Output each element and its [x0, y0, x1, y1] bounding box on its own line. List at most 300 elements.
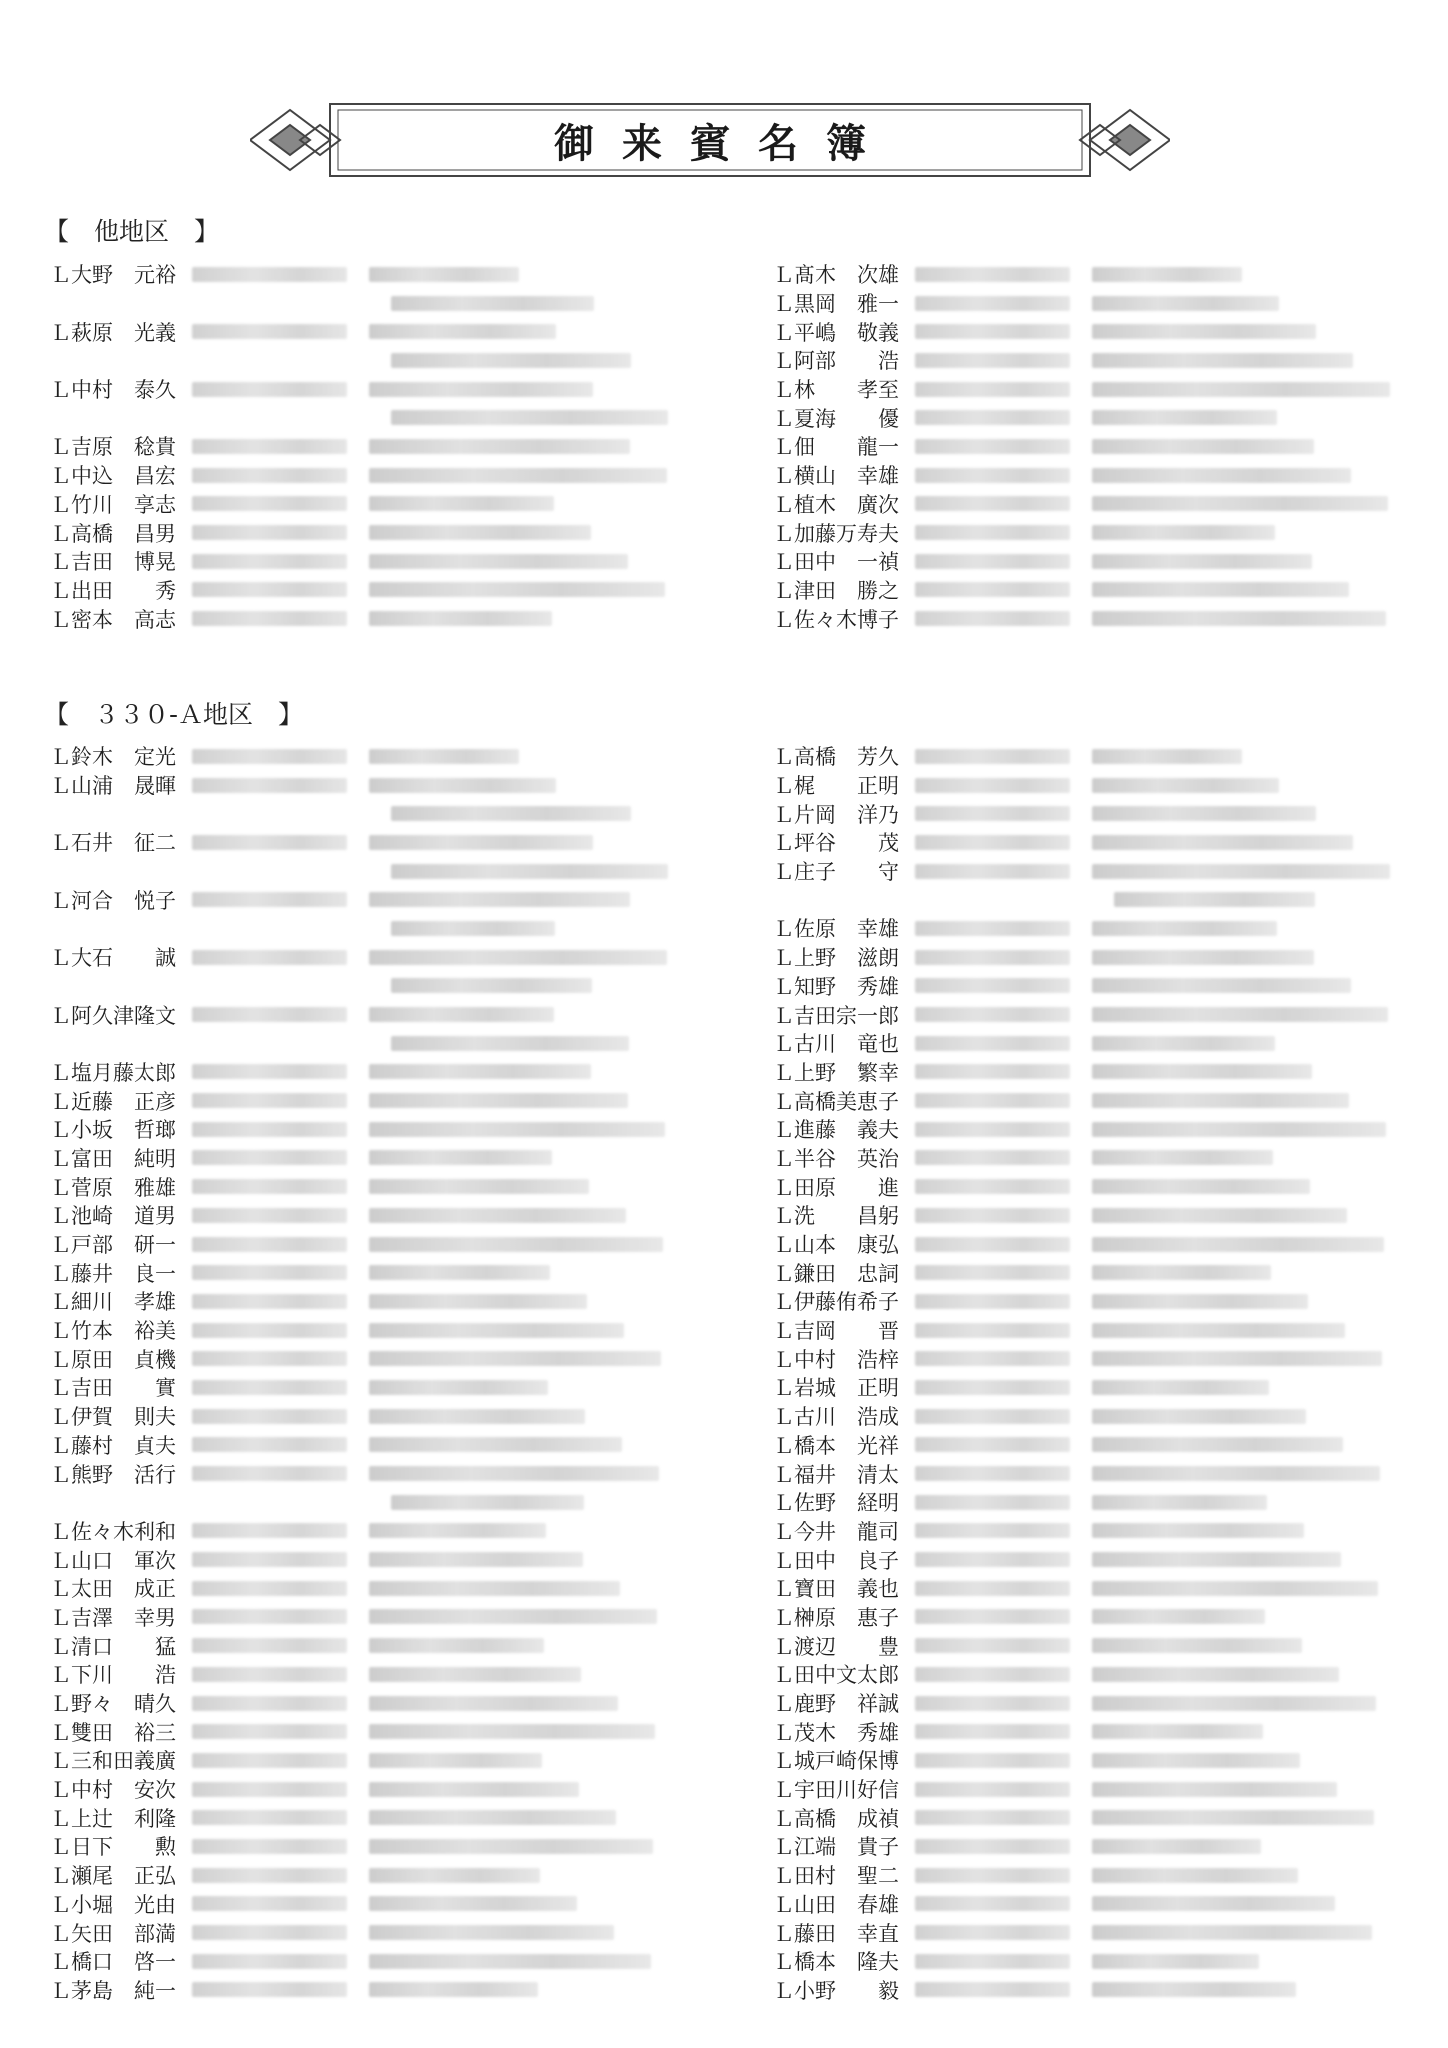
guest-row [773, 1058, 1390, 1087]
guest-name: Ｌ知野 秀雄 [773, 974, 899, 999]
a330-right-list [773, 742, 1390, 2004]
guest-row [773, 914, 1390, 943]
guest-name: Ｌ小堀 光由 [50, 1892, 176, 1917]
guest-row [773, 1459, 1390, 1488]
redacted-club [915, 1868, 1070, 1883]
guest-row [50, 1344, 668, 1373]
redacted-position [369, 439, 630, 454]
guest-row [773, 432, 1390, 461]
guest-row [773, 1258, 1390, 1287]
guest-row [773, 1086, 1390, 1115]
guest-row [773, 1402, 1390, 1431]
redacted-position [369, 835, 593, 850]
redacted-club [915, 1581, 1070, 1596]
redacted-position [369, 1782, 579, 1797]
redacted-position [369, 1265, 550, 1280]
redacted-position [1092, 1208, 1347, 1223]
title-banner [250, 100, 1170, 180]
redacted-club [915, 1810, 1070, 1825]
redacted-club [915, 864, 1070, 879]
guest-entry [773, 432, 1390, 461]
guest-name: Ｌ茅島 純一 [50, 1978, 176, 2003]
guest-name: Ｌ田原 進 [773, 1175, 899, 1200]
redacted-position [369, 611, 552, 626]
redacted-position [391, 1495, 584, 1510]
section-title-330a: 【 ３３０-Ａ地区 】 [44, 700, 304, 729]
guest-entry [50, 260, 668, 317]
guest-name: Ｌ山本 康弘 [773, 1233, 899, 1258]
guest-row [773, 1287, 1390, 1316]
redacted-position [369, 1179, 589, 1194]
guest-name: Ｌ近藤 正彦 [50, 1089, 176, 1114]
guest-entry [773, 742, 1390, 771]
redacted-club [915, 978, 1070, 993]
redacted-position [1092, 1437, 1343, 1452]
guest-row [50, 1431, 668, 1460]
guest-name: Ｌ細川 孝雄 [50, 1290, 176, 1315]
redacted-position [369, 324, 556, 339]
guest-row [773, 1545, 1390, 1574]
guest-name: Ｌ菅原 雅雄 [50, 1175, 176, 1200]
guest-entry [50, 490, 668, 519]
redacted-club [192, 1122, 347, 1137]
guest-row [773, 1631, 1390, 1660]
redacted-club [192, 1351, 347, 1366]
guest-entry [773, 576, 1390, 605]
guest-row [773, 1144, 1390, 1173]
guest-row [773, 1918, 1390, 1947]
redacted-club [192, 1093, 347, 1108]
guest-name: Ｌ吉岡 晋 [773, 1319, 899, 1344]
guest-row [50, 771, 668, 800]
guest-row-continued [369, 403, 668, 432]
redacted-club [915, 1064, 1070, 1079]
guest-name: Ｌ庄子 守 [773, 860, 899, 885]
redacted-position [369, 1409, 585, 1424]
guest-name: Ｌ髙木 次雄 [773, 263, 899, 288]
guest-name: Ｌ半谷 英治 [773, 1146, 899, 1171]
guest-entry [50, 547, 668, 576]
guest-entry [50, 1717, 668, 1746]
guest-entry [773, 1775, 1390, 1804]
guest-entry [50, 771, 668, 828]
guest-name: Ｌ上野 繁幸 [773, 1060, 899, 1085]
redacted-position [369, 1466, 659, 1481]
redacted-club [915, 1753, 1070, 1768]
redacted-position [369, 1323, 624, 1338]
guest-name: Ｌ小坂 哲瑯 [50, 1118, 176, 1143]
guest-row [773, 604, 1390, 633]
guest-name: Ｌ伊賀 則夫 [50, 1405, 176, 1430]
guest-name: Ｌ三和田義廣 [50, 1749, 176, 1774]
redacted-club [915, 1667, 1070, 1682]
guest-row [50, 576, 668, 605]
guest-row [773, 1373, 1390, 1402]
guest-entry [773, 1373, 1390, 1402]
redacted-club [192, 1581, 347, 1596]
guest-name: Ｌ古川 竜也 [773, 1032, 899, 1057]
redacted-position [1092, 1179, 1310, 1194]
redacted-position [369, 1294, 587, 1309]
guest-name: Ｌ高橋 成禎 [773, 1806, 899, 1831]
redacted-position [1092, 1810, 1374, 1825]
guest-row [773, 972, 1390, 1001]
guest-entry [50, 1144, 668, 1173]
guest-row [773, 1172, 1390, 1201]
redacted-club [915, 1523, 1070, 1538]
guest-name: Ｌ茂木 秀雄 [773, 1720, 899, 1745]
redacted-position [1092, 468, 1351, 483]
guest-name: Ｌ橋口 啓一 [50, 1950, 176, 1975]
other-left-list [50, 260, 668, 633]
guest-name: Ｌ日下 勲 [50, 1835, 176, 1860]
redacted-position [1092, 1323, 1345, 1338]
redacted-club [192, 1064, 347, 1079]
guest-row [50, 1775, 668, 1804]
guest-entry [773, 1402, 1390, 1431]
guest-name: Ｌ密本 高志 [50, 607, 176, 632]
guest-entry [773, 1803, 1390, 1832]
guest-row [773, 1316, 1390, 1345]
guest-name: Ｌ高橋 昌男 [50, 521, 176, 546]
guest-entry [773, 1201, 1390, 1230]
guest-row [50, 1373, 668, 1402]
guest-name: Ｌ江端 貴子 [773, 1835, 899, 1860]
guest-name: Ｌ吉田 博晃 [50, 550, 176, 575]
guest-entry [773, 1144, 1390, 1173]
redacted-club [915, 525, 1070, 540]
guest-entry [773, 771, 1390, 800]
guest-entry [773, 317, 1390, 346]
guest-name: Ｌ高橋 芳久 [773, 745, 899, 770]
redacted-club [192, 267, 347, 282]
redacted-club [915, 1294, 1070, 1309]
redacted-club [192, 1896, 347, 1911]
guest-entry [773, 547, 1390, 576]
guest-entry [50, 1947, 668, 1976]
guest-name: Ｌ渡辺 豊 [773, 1634, 899, 1659]
redacted-position [1092, 1896, 1335, 1911]
guest-row [773, 1746, 1390, 1775]
redacted-position [369, 1667, 581, 1682]
guest-entry [773, 260, 1390, 289]
guest-entry [773, 490, 1390, 519]
guest-entry [773, 375, 1390, 404]
guest-row [773, 576, 1390, 605]
guest-row [773, 1201, 1390, 1230]
redacted-position [1092, 439, 1314, 454]
guest-entry [50, 1746, 668, 1775]
redacted-club [915, 1696, 1070, 1711]
redacted-club [915, 1552, 1070, 1567]
redacted-club [192, 1667, 347, 1682]
guest-entry [50, 1631, 668, 1660]
redacted-position [391, 806, 631, 821]
guest-row [50, 1115, 668, 1144]
guest-row [50, 518, 668, 547]
redacted-position [369, 582, 665, 597]
guest-row [50, 260, 668, 289]
guest-row-continued [369, 1488, 668, 1517]
guest-row [773, 1947, 1390, 1976]
guest-row-continued [369, 972, 668, 1001]
guest-name: Ｌ河合 悦子 [50, 888, 176, 913]
guest-name: Ｌ津田 勝之 [773, 578, 899, 603]
redacted-club [192, 1724, 347, 1739]
guest-name: Ｌ中村 浩梓 [773, 1347, 899, 1372]
redacted-position [1092, 778, 1279, 793]
guest-name: Ｌ池崎 道男 [50, 1204, 176, 1229]
redacted-club [192, 1409, 347, 1424]
guest-row [773, 518, 1390, 547]
guest-entry [50, 1890, 668, 1919]
redacted-position [1092, 1294, 1308, 1309]
guest-name: Ｌ黒岡 雅一 [773, 292, 899, 317]
redacted-position [391, 410, 668, 425]
guest-name: Ｌ山口 軍次 [50, 1548, 176, 1573]
guest-name: Ｌ榊原 惠子 [773, 1605, 899, 1630]
redacted-club [192, 1696, 347, 1711]
guest-entry [50, 1086, 668, 1115]
redacted-position [1092, 525, 1275, 540]
redacted-position [1092, 582, 1349, 597]
guest-row [773, 346, 1390, 375]
guest-entry [773, 403, 1390, 432]
redacted-club [192, 1437, 347, 1452]
redacted-club [192, 1007, 347, 1022]
guest-row [50, 1890, 668, 1919]
redacted-position [369, 1150, 552, 1165]
redacted-club [915, 1380, 1070, 1395]
redacted-club [192, 1753, 347, 1768]
redacted-club [192, 950, 347, 965]
guest-row-continued [369, 857, 668, 886]
guest-name: Ｌ宇田川好信 [773, 1778, 899, 1803]
redacted-club [915, 1409, 1070, 1424]
redacted-position [391, 1036, 629, 1051]
redacted-position [369, 468, 667, 483]
guest-name: Ｌ下川 浩 [50, 1663, 176, 1688]
redacted-club [192, 1523, 347, 1538]
guest-row [50, 1689, 668, 1718]
guest-name: Ｌ大野 元裕 [50, 263, 176, 288]
redacted-club [915, 1466, 1070, 1481]
guest-name: Ｌ古川 浩成 [773, 1405, 899, 1430]
guest-name: Ｌ石井 征二 [50, 831, 176, 856]
redacted-position [369, 1868, 540, 1883]
guest-row [50, 1717, 668, 1746]
redacted-club [192, 835, 347, 850]
redacted-position [391, 296, 594, 311]
redacted-position [1092, 410, 1277, 425]
redacted-club [915, 1724, 1070, 1739]
redacted-club [915, 324, 1070, 339]
guest-row-continued [369, 914, 668, 943]
redacted-position [1092, 353, 1353, 368]
guest-row [773, 1029, 1390, 1058]
guest-name: Ｌ上辻 利隆 [50, 1806, 176, 1831]
redacted-position [369, 1237, 663, 1252]
redacted-club [915, 1896, 1070, 1911]
redacted-club [915, 1036, 1070, 1051]
redacted-position [369, 1581, 620, 1596]
redacted-position [1092, 1351, 1382, 1366]
guest-entry [50, 1803, 668, 1832]
guest-row [50, 432, 668, 461]
guest-name: Ｌ萩原 光義 [50, 320, 176, 345]
guest-entry [50, 943, 668, 1000]
guest-entry [50, 1201, 668, 1230]
redacted-club [192, 611, 347, 626]
guest-name: Ｌ佐野 経明 [773, 1491, 899, 1516]
redacted-club [915, 1237, 1070, 1252]
guest-name: Ｌ橋本 隆夫 [773, 1950, 899, 1975]
guest-row [50, 1230, 668, 1259]
redacted-position [369, 892, 630, 907]
guest-name: Ｌ橋本 光祥 [773, 1433, 899, 1458]
guest-entry [773, 1947, 1390, 1976]
guest-row [50, 1545, 668, 1574]
redacted-club [192, 582, 347, 597]
redacted-position [1092, 1839, 1261, 1854]
guest-row-continued [369, 799, 668, 828]
redacted-club [915, 410, 1070, 425]
guest-row [773, 799, 1390, 828]
guest-row [50, 1144, 668, 1173]
redacted-position [1092, 611, 1386, 626]
guest-entry [50, 1373, 668, 1402]
guest-entry [50, 1058, 668, 1087]
redacted-position [391, 864, 668, 879]
guest-row [773, 461, 1390, 490]
redacted-club [192, 1868, 347, 1883]
redacted-club [915, 1982, 1070, 1997]
guest-entry [50, 1431, 668, 1460]
guest-row [773, 1230, 1390, 1259]
redacted-position [1092, 1925, 1372, 1940]
guest-entry [50, 1287, 668, 1316]
guest-row [773, 547, 1390, 576]
redacted-club [915, 1437, 1070, 1452]
redacted-position [1092, 1753, 1300, 1768]
redacted-club [915, 267, 1070, 282]
redacted-club [915, 749, 1070, 764]
redacted-club [915, 1638, 1070, 1653]
guest-name: Ｌ坪谷 茂 [773, 831, 899, 856]
guest-row [50, 1517, 668, 1546]
guest-name: Ｌ植木 廣次 [773, 492, 899, 517]
redacted-position [369, 1523, 546, 1538]
guest-entry [50, 1775, 668, 1804]
guest-entry [773, 1890, 1390, 1919]
redacted-club [192, 468, 347, 483]
redacted-position [1092, 1954, 1259, 1969]
redacted-position [1092, 1064, 1312, 1079]
redacted-club [192, 1810, 347, 1825]
guest-entry [50, 1861, 668, 1890]
redacted-position [1092, 1724, 1263, 1739]
guest-row [50, 1402, 668, 1431]
redacted-position [1092, 1409, 1306, 1424]
guest-entry [773, 1258, 1390, 1287]
redacted-club [192, 1609, 347, 1624]
redacted-position [1092, 324, 1316, 339]
guest-row [50, 604, 668, 633]
redacted-position [1092, 1868, 1298, 1883]
guest-row [50, 1861, 668, 1890]
guest-name: Ｌ清口 猛 [50, 1634, 176, 1659]
guest-row [50, 317, 668, 346]
guest-entry [773, 943, 1390, 972]
redacted-position [369, 1982, 538, 1997]
redacted-club [192, 324, 347, 339]
guest-name: Ｌ山浦 晟暉 [50, 774, 176, 799]
guest-entry [50, 1258, 668, 1287]
redacted-position [1092, 1982, 1296, 1997]
redacted-position [369, 1609, 657, 1624]
guest-name: Ｌ戸部 研一 [50, 1233, 176, 1258]
redacted-position [369, 1064, 591, 1079]
guest-row [773, 317, 1390, 346]
guest-row [773, 828, 1390, 857]
guest-row [50, 1316, 668, 1345]
redacted-position [369, 1810, 616, 1825]
guest-name: Ｌ吉田 實 [50, 1376, 176, 1401]
guest-entry [773, 1631, 1390, 1660]
guest-entry [50, 1918, 668, 1947]
guest-name: Ｌ富田 純明 [50, 1146, 176, 1171]
redacted-position [1092, 864, 1390, 879]
redacted-position [369, 382, 593, 397]
guest-entry [773, 1488, 1390, 1517]
redacted-position [1092, 267, 1242, 282]
guest-entry [50, 1832, 668, 1861]
guest-row [50, 1918, 668, 1947]
guest-row [773, 1000, 1390, 1029]
redacted-position [369, 1437, 622, 1452]
guest-name: Ｌ吉田宗一郎 [773, 1003, 899, 1028]
guest-entry [773, 461, 1390, 490]
guest-entry [773, 1115, 1390, 1144]
redacted-club [915, 921, 1070, 936]
guest-entry [773, 1058, 1390, 1087]
guest-name: Ｌ阿久津隆文 [50, 1003, 176, 1028]
redacted-position [1114, 892, 1315, 907]
guest-row [50, 1660, 668, 1689]
guest-entry [773, 1029, 1390, 1058]
guest-entry [50, 1115, 668, 1144]
redacted-club [915, 1122, 1070, 1137]
redacted-position [369, 1351, 661, 1366]
redacted-position [391, 353, 631, 368]
guest-row [773, 943, 1390, 972]
guest-row [50, 1832, 668, 1861]
redacted-club [192, 1466, 347, 1481]
guest-entry [773, 1431, 1390, 1460]
guest-row [773, 1717, 1390, 1746]
guest-row [50, 375, 668, 404]
guest-row [773, 1431, 1390, 1460]
guest-entry [773, 1574, 1390, 1603]
guest-name: Ｌ片岡 洋乃 [773, 802, 899, 827]
guest-entry [50, 604, 668, 633]
guest-entry [50, 1574, 668, 1603]
guest-row [50, 943, 668, 972]
guest-name: Ｌ平嶋 敬義 [773, 320, 899, 345]
guest-row [773, 490, 1390, 519]
redacted-club [192, 439, 347, 454]
redacted-position [1092, 1122, 1386, 1137]
